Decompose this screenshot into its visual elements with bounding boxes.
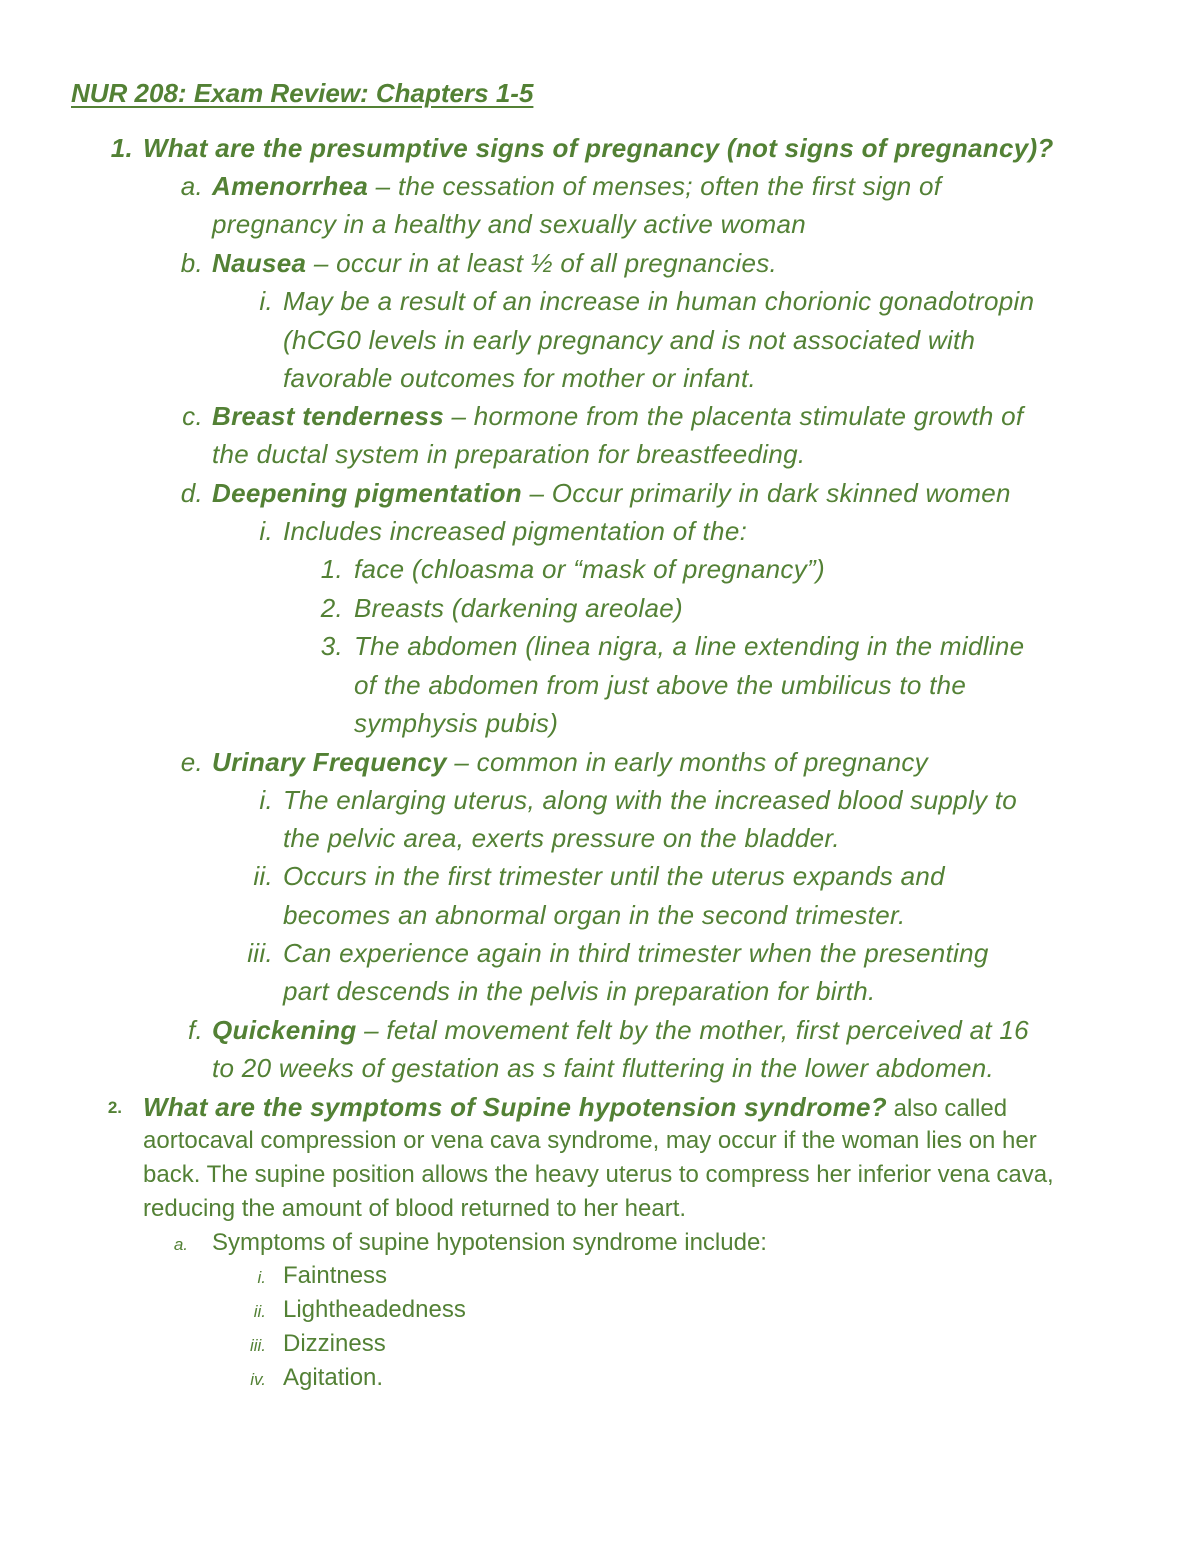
item-e-iii-text: Can experience again in third trimester when the presenting (283, 938, 989, 968)
symptom-3-marker: iii. (249, 1336, 266, 1355)
question-2-text: What are the symptoms of Supine hypotension syndrome? (143, 1092, 887, 1122)
item-d-i-3-text-cont: symphysis pubis) (354, 708, 559, 738)
item-c-marker: c. (182, 401, 203, 431)
item-d-marker: d. (180, 478, 203, 508)
question-2-number: 2. (107, 1098, 122, 1117)
item-c-line (212, 401, 1023, 432)
symptom-1-marker: i. (257, 1268, 266, 1287)
item-e-text: common in early months of pregnancy (476, 747, 928, 777)
symptom-agitation: Agitation. (283, 1364, 384, 1391)
item-d-i-marker: i. (259, 516, 273, 546)
item-e-separator: – (446, 747, 477, 777)
q2-item-a-marker: a. (173, 1235, 188, 1254)
item-d-line (212, 478, 1011, 509)
item-d-i-2-text: Breasts (darkening areolae) (354, 593, 683, 623)
item-f-term: Quickening (212, 1015, 357, 1045)
item-e-i-text: The enlarging uterus, along with the increased blood supply to (283, 785, 1018, 815)
item-e-ii-text-cont: becomes an abnormal organ in the second trimester. (283, 900, 906, 930)
item-f-line (212, 1015, 1029, 1046)
question-1-number: 1. (110, 133, 133, 163)
item-f-text: fetal movement felt by the mother, first perceived at 16 (386, 1015, 1029, 1045)
item-e-line (212, 747, 928, 778)
item-b-line (212, 248, 777, 279)
item-b-term: Nausea (212, 248, 307, 278)
item-e-iii-text-cont: part descends in the pelvis in preparation for birth. (283, 976, 876, 1006)
item-b-marker: b. (180, 248, 203, 278)
item-d-term: Deepening pigmentation (212, 478, 522, 508)
question-1-text: What are the presumptive signs of pregnancy (not signs of pregnancy)? (143, 133, 1054, 163)
item-e-ii-text: Occurs in the first trimester until the uterus expands and (283, 861, 945, 891)
item-e-marker: e. (180, 747, 203, 777)
item-d-i-text: Includes increased pigmentation of the: (283, 516, 748, 546)
item-f-marker: f. (187, 1015, 203, 1045)
item-a-text: the cessation of menses; often the first sign of (397, 171, 942, 201)
item-b-i-text-cont: favorable outcomes for mother or infant. (283, 363, 757, 393)
question-2-text-cont: aortocaval compression or vena cava syndrome, may occur if the woman lies on her (143, 1127, 1037, 1154)
question-2-line (143, 1092, 1007, 1123)
item-b-text: occur in at least ½ of all pregnancies. (336, 248, 778, 278)
item-b-i-marker: i. (259, 286, 273, 316)
item-d-text: Occur primarily in dark skinned women (551, 478, 1011, 508)
item-d-i-3-marker: 3. (320, 631, 343, 661)
item-e-ii-marker: ii. (253, 861, 273, 891)
item-e-term: Urinary Frequency (212, 747, 447, 777)
item-b-i-text-cont: (hCG0 levels in early pregnancy and is not associated with (283, 325, 976, 355)
item-b-i-text: May be a result of an increase in human chorionic gonadotropin (283, 286, 1035, 316)
item-a-term: Amenorrhea (212, 171, 369, 201)
item-d-separator: – (521, 478, 552, 508)
question-2-text-cont: reducing the amount of blood returned to her heart. (143, 1195, 687, 1222)
q2-item-a-text: Symptoms of supine hypotension syndrome include: (212, 1229, 767, 1256)
symptom-4-marker: iv. (250, 1370, 266, 1389)
item-a-text-cont: pregnancy in a healthy and sexually active woman (212, 209, 806, 239)
item-c-text-cont: the ductal system in preparation for breastfeeding. (212, 439, 806, 469)
symptom-lightheadedness: Lightheadedness (283, 1296, 466, 1323)
item-f-text-cont: to 20 weeks of gestation as s faint fluttering in the lower abdomen. (212, 1053, 995, 1083)
item-b-separator: – (306, 248, 337, 278)
symptom-2-marker: ii. (253, 1302, 266, 1321)
item-e-i-marker: i. (259, 785, 273, 815)
item-a-marker: a. (180, 171, 203, 201)
item-c-separator: – (443, 401, 474, 431)
item-d-i-1-marker: 1. (320, 554, 343, 584)
question-2-text-cont: back. The supine position allows the heavy uterus to compress her inferior vena cava, (143, 1161, 1054, 1188)
item-a-line (212, 171, 941, 202)
item-d-i-1-text: face (chloasma or “mask of pregnancy”) (354, 554, 825, 584)
item-d-i-2-marker: 2. (320, 593, 343, 623)
page-title: NUR 208: Exam Review: Chapters 1-5 (71, 78, 534, 108)
item-c-text: hormone from the placenta stimulate growth of (473, 401, 1024, 431)
question-2-intro: also called (887, 1095, 1008, 1122)
item-e-iii-marker: iii. (247, 938, 273, 968)
item-c-term: Breast tenderness (212, 401, 444, 431)
item-f-separator: – (356, 1015, 387, 1045)
item-d-i-3-text: The abdomen (linea nigra, a line extending in the midline (354, 631, 1025, 661)
item-e-i-text-cont: the pelvic area, exerts pressure on the bladder. (283, 823, 840, 853)
item-a-separator: – (368, 171, 398, 201)
symptom-faintness: Faintness (283, 1262, 388, 1289)
symptom-dizziness: Dizziness (283, 1330, 386, 1357)
item-d-i-3-text-cont: of the abdomen from just above the umbilicus to the (354, 670, 967, 700)
